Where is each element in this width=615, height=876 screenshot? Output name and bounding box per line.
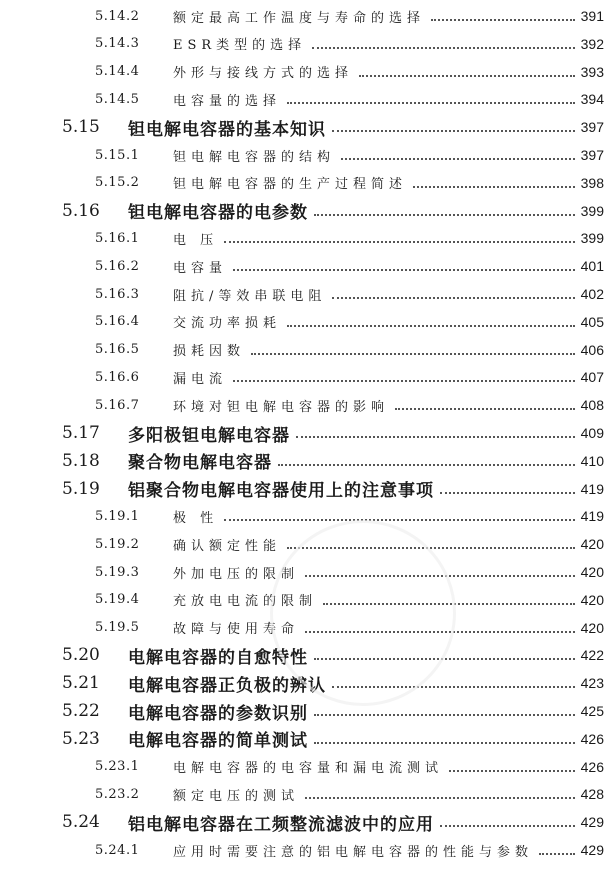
toc-number: 5.22 [62, 701, 100, 721]
toc-number: 5.23.1 [95, 759, 140, 775]
toc-title: 钽电解电容器的电参数 [128, 203, 308, 224]
toc-page-number: 420 [580, 536, 604, 553]
toc-subsection [0, 836, 615, 864]
toc-number: 5.16.4 [95, 314, 140, 330]
dot-leader [440, 492, 575, 494]
toc-title: 钽电解电容器的生产过程简述 [173, 177, 408, 193]
toc-number: 5.14.2 [95, 8, 140, 24]
dot-leader [233, 269, 575, 271]
toc-number: 5.19.1 [95, 508, 140, 524]
toc-page-number: 409 [580, 425, 604, 441]
dot-leader [341, 158, 575, 160]
toc-number: 5.16 [62, 200, 100, 221]
toc-page-number: 420 [580, 564, 604, 580]
toc-subsection [0, 2, 615, 30]
dot-leader [233, 380, 575, 382]
toc-title: 阻抗/等效串联电阻 [173, 288, 327, 304]
dot-leader [413, 186, 575, 188]
toc-page-number: 406 [580, 341, 604, 358]
toc-number: 5.16.3 [95, 286, 140, 302]
toc-number: 5.15.1 [95, 147, 140, 163]
toc-number: 5.16.2 [95, 258, 140, 274]
toc-title: 极 性 [173, 510, 219, 526]
toc-title: 聚合物电解电容器 [128, 453, 272, 474]
toc-page-number: 428 [580, 786, 604, 803]
toc-subsection [0, 753, 615, 781]
toc-title: 额定电压的测试 [173, 788, 300, 804]
toc-subsection [0, 391, 615, 419]
toc-subsection [0, 169, 615, 197]
toc-page-number: 426 [580, 758, 604, 775]
toc-page-number: 420 [580, 619, 604, 636]
dot-leader [314, 714, 575, 716]
toc-title: 铝电解电容器在工频整流滤波中的应用 [128, 814, 434, 835]
toc-title: 充放电电流的限制 [173, 594, 318, 610]
toc-number: 5.20 [62, 645, 100, 666]
toc-section [0, 447, 615, 475]
toc-subsection [0, 224, 615, 252]
toc-subsection [0, 363, 615, 391]
dot-leader [449, 770, 575, 772]
toc-title: 电容量 [173, 260, 228, 276]
dot-leader [296, 436, 575, 438]
toc-subsection [0, 85, 615, 113]
toc-title: 电解电容器的电容量和漏电流测试 [173, 761, 444, 777]
toc-number: 5.21 [62, 673, 100, 694]
watermark-seal [270, 520, 456, 706]
dot-leader [287, 102, 575, 104]
toc-page-number: 392 [580, 35, 604, 52]
toc-title: 电解电容器的自愈特性 [128, 647, 308, 668]
toc-subsection [0, 141, 615, 169]
toc-page-number: 429 [580, 842, 604, 858]
toc-page-number: 399 [580, 202, 604, 219]
toc-section [0, 808, 615, 836]
toc-page-number: 429 [580, 814, 604, 831]
toc-title: 确认额定性能 [173, 538, 282, 554]
dot-leader [395, 408, 575, 410]
toc-page-number: 423 [580, 675, 604, 692]
dot-leader [287, 325, 575, 327]
toc-subsection [0, 336, 615, 364]
toc-page-number: 391 [580, 8, 604, 24]
toc-page-number: 405 [580, 313, 604, 330]
toc-subsection [0, 780, 615, 808]
dot-leader [431, 19, 575, 21]
dot-leader [314, 742, 575, 744]
toc-subsection [0, 252, 615, 280]
dot-leader [332, 130, 575, 132]
toc-number: 5.17 [62, 423, 100, 443]
toc-subsection [0, 58, 615, 86]
toc-title: 多阳极钽电解电容器 [128, 425, 290, 446]
dot-leader [440, 825, 575, 827]
toc-subsection [0, 502, 615, 530]
toc-title: 额定最高工作温度与寿命的选择 [173, 10, 426, 26]
toc-title: 环境对钽电解电容器的影响 [173, 399, 390, 415]
toc-page-number: 419 [580, 480, 604, 497]
toc-number: 5.24 [62, 812, 100, 833]
dot-leader [359, 75, 575, 77]
toc-number: 5.15 [62, 117, 100, 138]
toc-page-number: 397 [580, 147, 604, 163]
toc-title: 钽电解电容器的基本知识 [128, 119, 326, 140]
dot-leader [305, 797, 575, 799]
toc-number: 5.15.2 [95, 175, 140, 191]
toc-title: 铝聚合物电解电容器使用上的注意事项 [128, 481, 434, 502]
toc-page-number: 394 [580, 91, 604, 108]
toc-title: 外形与接线方式的选择 [173, 66, 354, 82]
toc-page-number: 410 [580, 452, 604, 469]
toc-page-number: 393 [580, 63, 604, 80]
toc-title: 电解电容器正负极的辨认 [128, 675, 326, 696]
toc-number: 5.19.4 [95, 592, 140, 608]
toc-page-number: 402 [580, 286, 604, 302]
toc-title: 应用时需要注意的铝电解电容器的性能与参数 [173, 844, 534, 860]
dot-leader [224, 241, 575, 243]
toc-number: 5.14.3 [95, 36, 140, 52]
toc-number: 5.23.2 [95, 786, 140, 802]
toc-page-number: 399 [580, 230, 604, 247]
toc-number: 5.16.1 [95, 230, 140, 246]
toc-section [0, 197, 615, 225]
toc-page-number: 408 [580, 397, 604, 414]
dot-leader [332, 297, 574, 299]
toc-title: 电容量的选择 [173, 93, 282, 109]
toc-section [0, 725, 615, 753]
toc-subsection [0, 280, 615, 308]
toc-number: 5.19.2 [95, 536, 140, 552]
toc-number: 5.23 [62, 728, 100, 749]
dot-leader [539, 853, 575, 855]
toc-title: 电解电容器的参数识别 [128, 703, 308, 724]
toc-number: 5.19.3 [95, 564, 140, 580]
toc-page-number: 420 [580, 591, 604, 608]
toc-number: 5.14.4 [95, 64, 140, 80]
toc-page-number: 422 [580, 647, 604, 664]
toc-number: 5.18 [62, 450, 100, 471]
toc-page-number: 401 [580, 258, 604, 275]
toc-title: 漏电流 [173, 371, 228, 387]
toc-number: 5.19 [62, 478, 100, 499]
dot-leader [314, 214, 575, 216]
toc-page-number: 407 [580, 369, 604, 386]
dot-leader [278, 464, 575, 466]
toc-title: 钽电解电容器的结构 [173, 149, 336, 165]
toc-page-number: 419 [580, 508, 604, 525]
toc-page-number: 397 [580, 119, 604, 136]
toc-title: 外加电压的限制 [173, 566, 300, 582]
toc-section [0, 113, 615, 141]
toc-page-number: 398 [580, 174, 604, 191]
toc-number: 5.14.5 [95, 91, 140, 107]
toc-number: 5.16.7 [95, 397, 140, 413]
toc-title: 交流功率损耗 [173, 316, 282, 332]
toc-title: 电 压 [173, 232, 219, 248]
toc-page-number: 426 [580, 730, 604, 747]
toc-page-number: 425 [580, 703, 604, 719]
dot-leader [251, 353, 575, 355]
toc-section [0, 697, 615, 725]
toc-section [0, 419, 615, 447]
dot-leader [312, 47, 574, 49]
dot-leader [224, 519, 575, 521]
toc-title: 故障与使用寿命 [173, 622, 300, 638]
toc-number: 5.24.1 [95, 842, 140, 858]
toc-subsection [0, 308, 615, 336]
toc-number: 5.19.5 [95, 620, 140, 636]
toc-section [0, 475, 615, 503]
toc-title: 电解电容器的简单测试 [128, 731, 308, 752]
toc-number: 5.16.5 [95, 342, 140, 358]
toc-title: 损耗因数 [173, 344, 246, 360]
toc-subsection [0, 30, 615, 58]
toc-title: ESR类型的选择 [173, 38, 307, 54]
toc-number: 5.16.6 [95, 369, 140, 385]
